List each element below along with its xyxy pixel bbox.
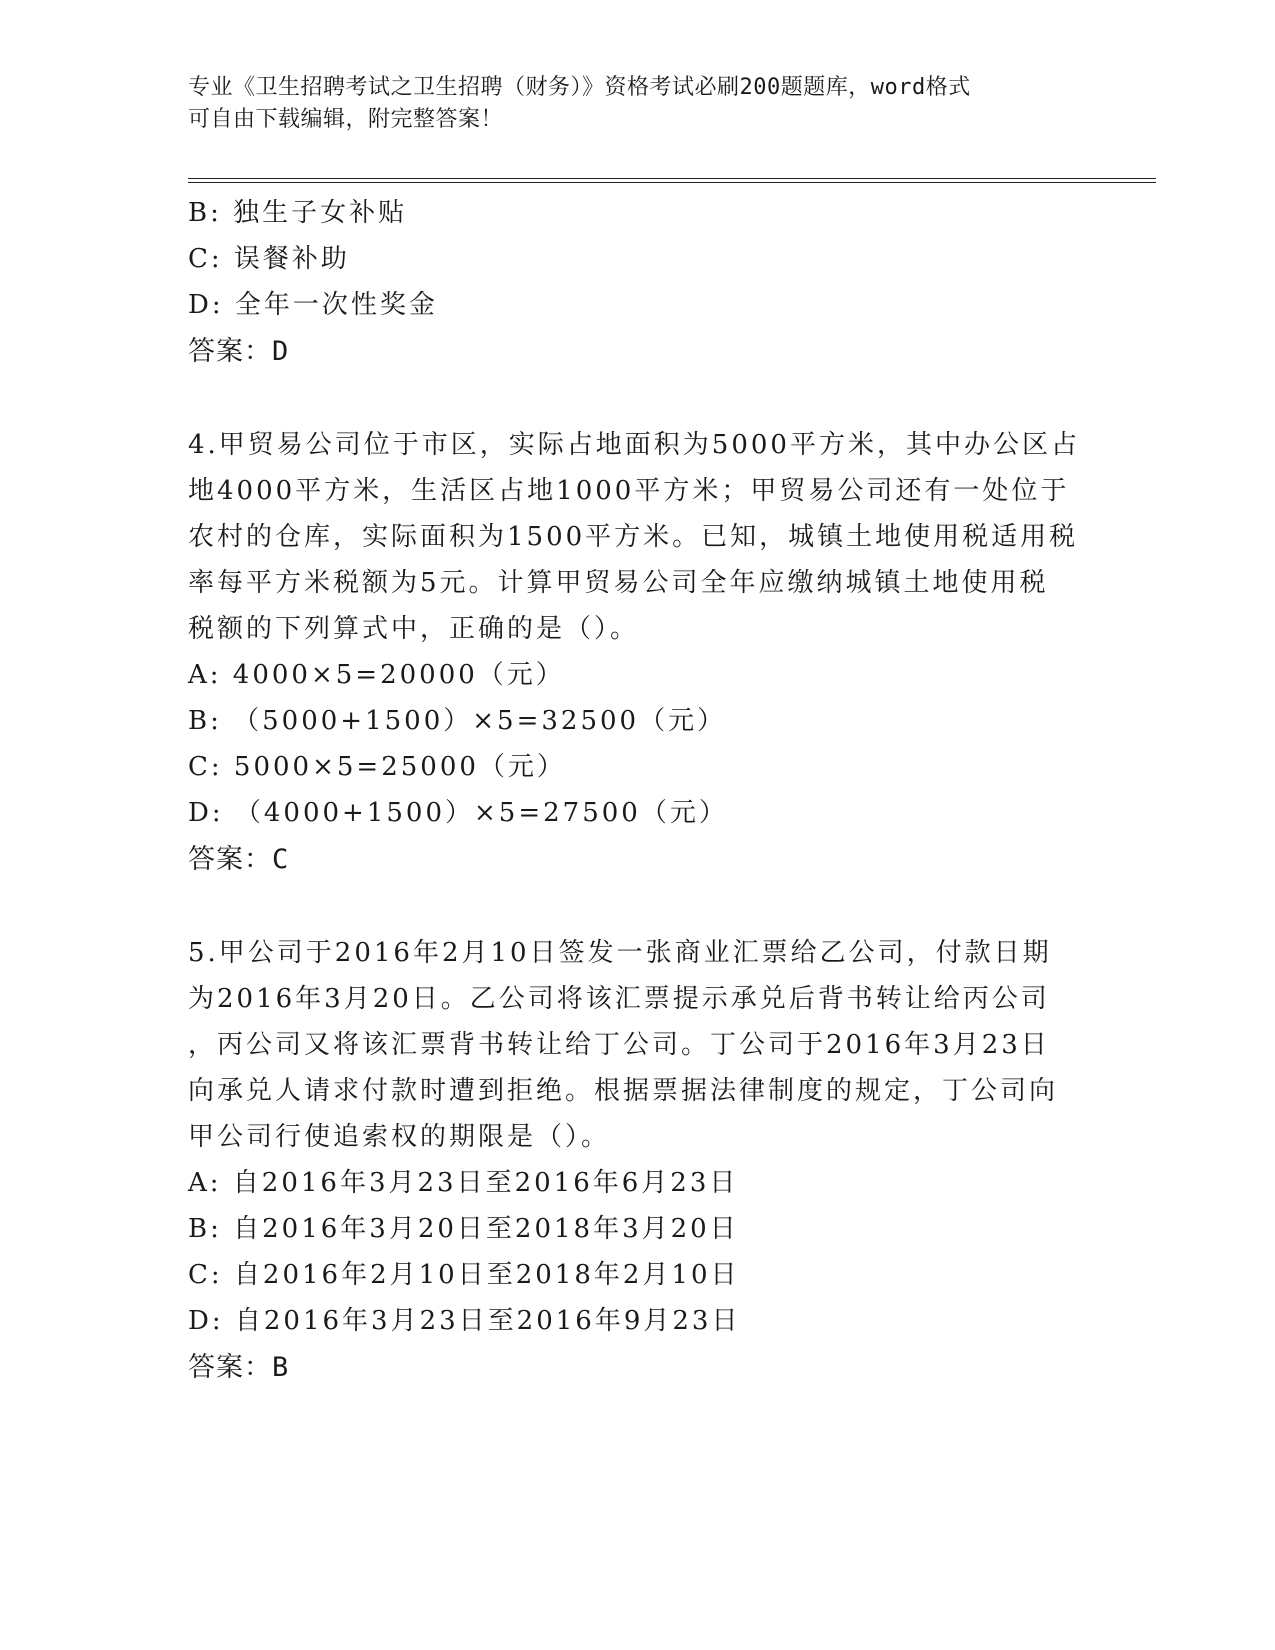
question-4 [188, 422, 1088, 884]
q4-option-b: B: （5000+1500）×5=32500（元） [188, 706, 727, 736]
q3-option-b: B: 独生子女补贴 [188, 198, 408, 228]
header-line-1: 专业《卫生招聘考试之卫生招聘（财务）》资格考试必刷200题题库，word格式 [188, 75, 971, 100]
q3-option-c: C: 误餐补助 [188, 244, 350, 274]
header-line-2: 可自由下载编辑，附完整答案！ [188, 107, 504, 132]
q5-stem-line-1: 5.甲公司于2016年2月10日签发一张商业汇票给乙公司，付款日期 [188, 938, 1052, 968]
q4-stem-line-4: 率每平方米税额为5元。计算甲贸易公司全年应缴纳城镇土地使用税 [188, 568, 1049, 598]
q5-answer: 答案：B [188, 1352, 290, 1383]
question-3-tail [188, 190, 1088, 376]
q5-stem-line-4: 向承兑人请求付款时遭到拒绝。根据票据法律制度的规定，丁公司向 [188, 1076, 1059, 1106]
q5-option-a: A: 自2016年3月23日至2016年6月23日 [188, 1168, 739, 1198]
q3-answer: 答案：D [188, 336, 290, 367]
spacer [188, 376, 1088, 422]
q4-stem-line-2: 地4000平方米，生活区占地1000平方米；甲贸易公司还有一处位于 [188, 476, 1070, 506]
document-body [188, 190, 1088, 1392]
question-5 [188, 930, 1088, 1392]
q4-option-d: D: （4000+1500）×5=27500（元） [188, 798, 728, 828]
q5-option-d: D: 自2016年3月23日至2016年9月23日 [188, 1306, 741, 1336]
q5-option-b: B: 自2016年3月20日至2018年3月20日 [188, 1214, 739, 1244]
q4-answer: 答案：C [188, 844, 290, 875]
q3-option-d: D: 全年一次性奖金 [188, 290, 438, 320]
q5-stem-line-3: ，丙公司又将该汇票背书转让给丁公司。丁公司于2016年3月23日 [188, 1030, 1050, 1060]
q5-stem-line-5: 甲公司行使追索权的期限是（）。 [188, 1122, 611, 1152]
q5-option-c: C: 自2016年2月10日至2018年2月10日 [188, 1260, 740, 1290]
q4-option-a: A: 4000×5=20000（元） [188, 660, 565, 690]
q4-option-c: C: 5000×5=25000（元） [188, 752, 566, 782]
header-divider [188, 178, 1156, 183]
document-header [188, 72, 1088, 136]
q5-stem-line-2: 为2016年3月20日。乙公司将该汇票提示承兑后背书转让给丙公司 [188, 984, 1050, 1014]
q4-stem-line-5: 税额的下列算式中，正确的是（）。 [188, 614, 640, 644]
q4-stem-line-1: 4.甲贸易公司位于市区，实际占地面积为5000平方米，其中办公区占 [188, 430, 1080, 460]
spacer [188, 884, 1088, 930]
q4-stem-line-3: 农村的仓库，实际面积为1500平方米。已知，城镇土地使用税适用税 [188, 522, 1079, 552]
